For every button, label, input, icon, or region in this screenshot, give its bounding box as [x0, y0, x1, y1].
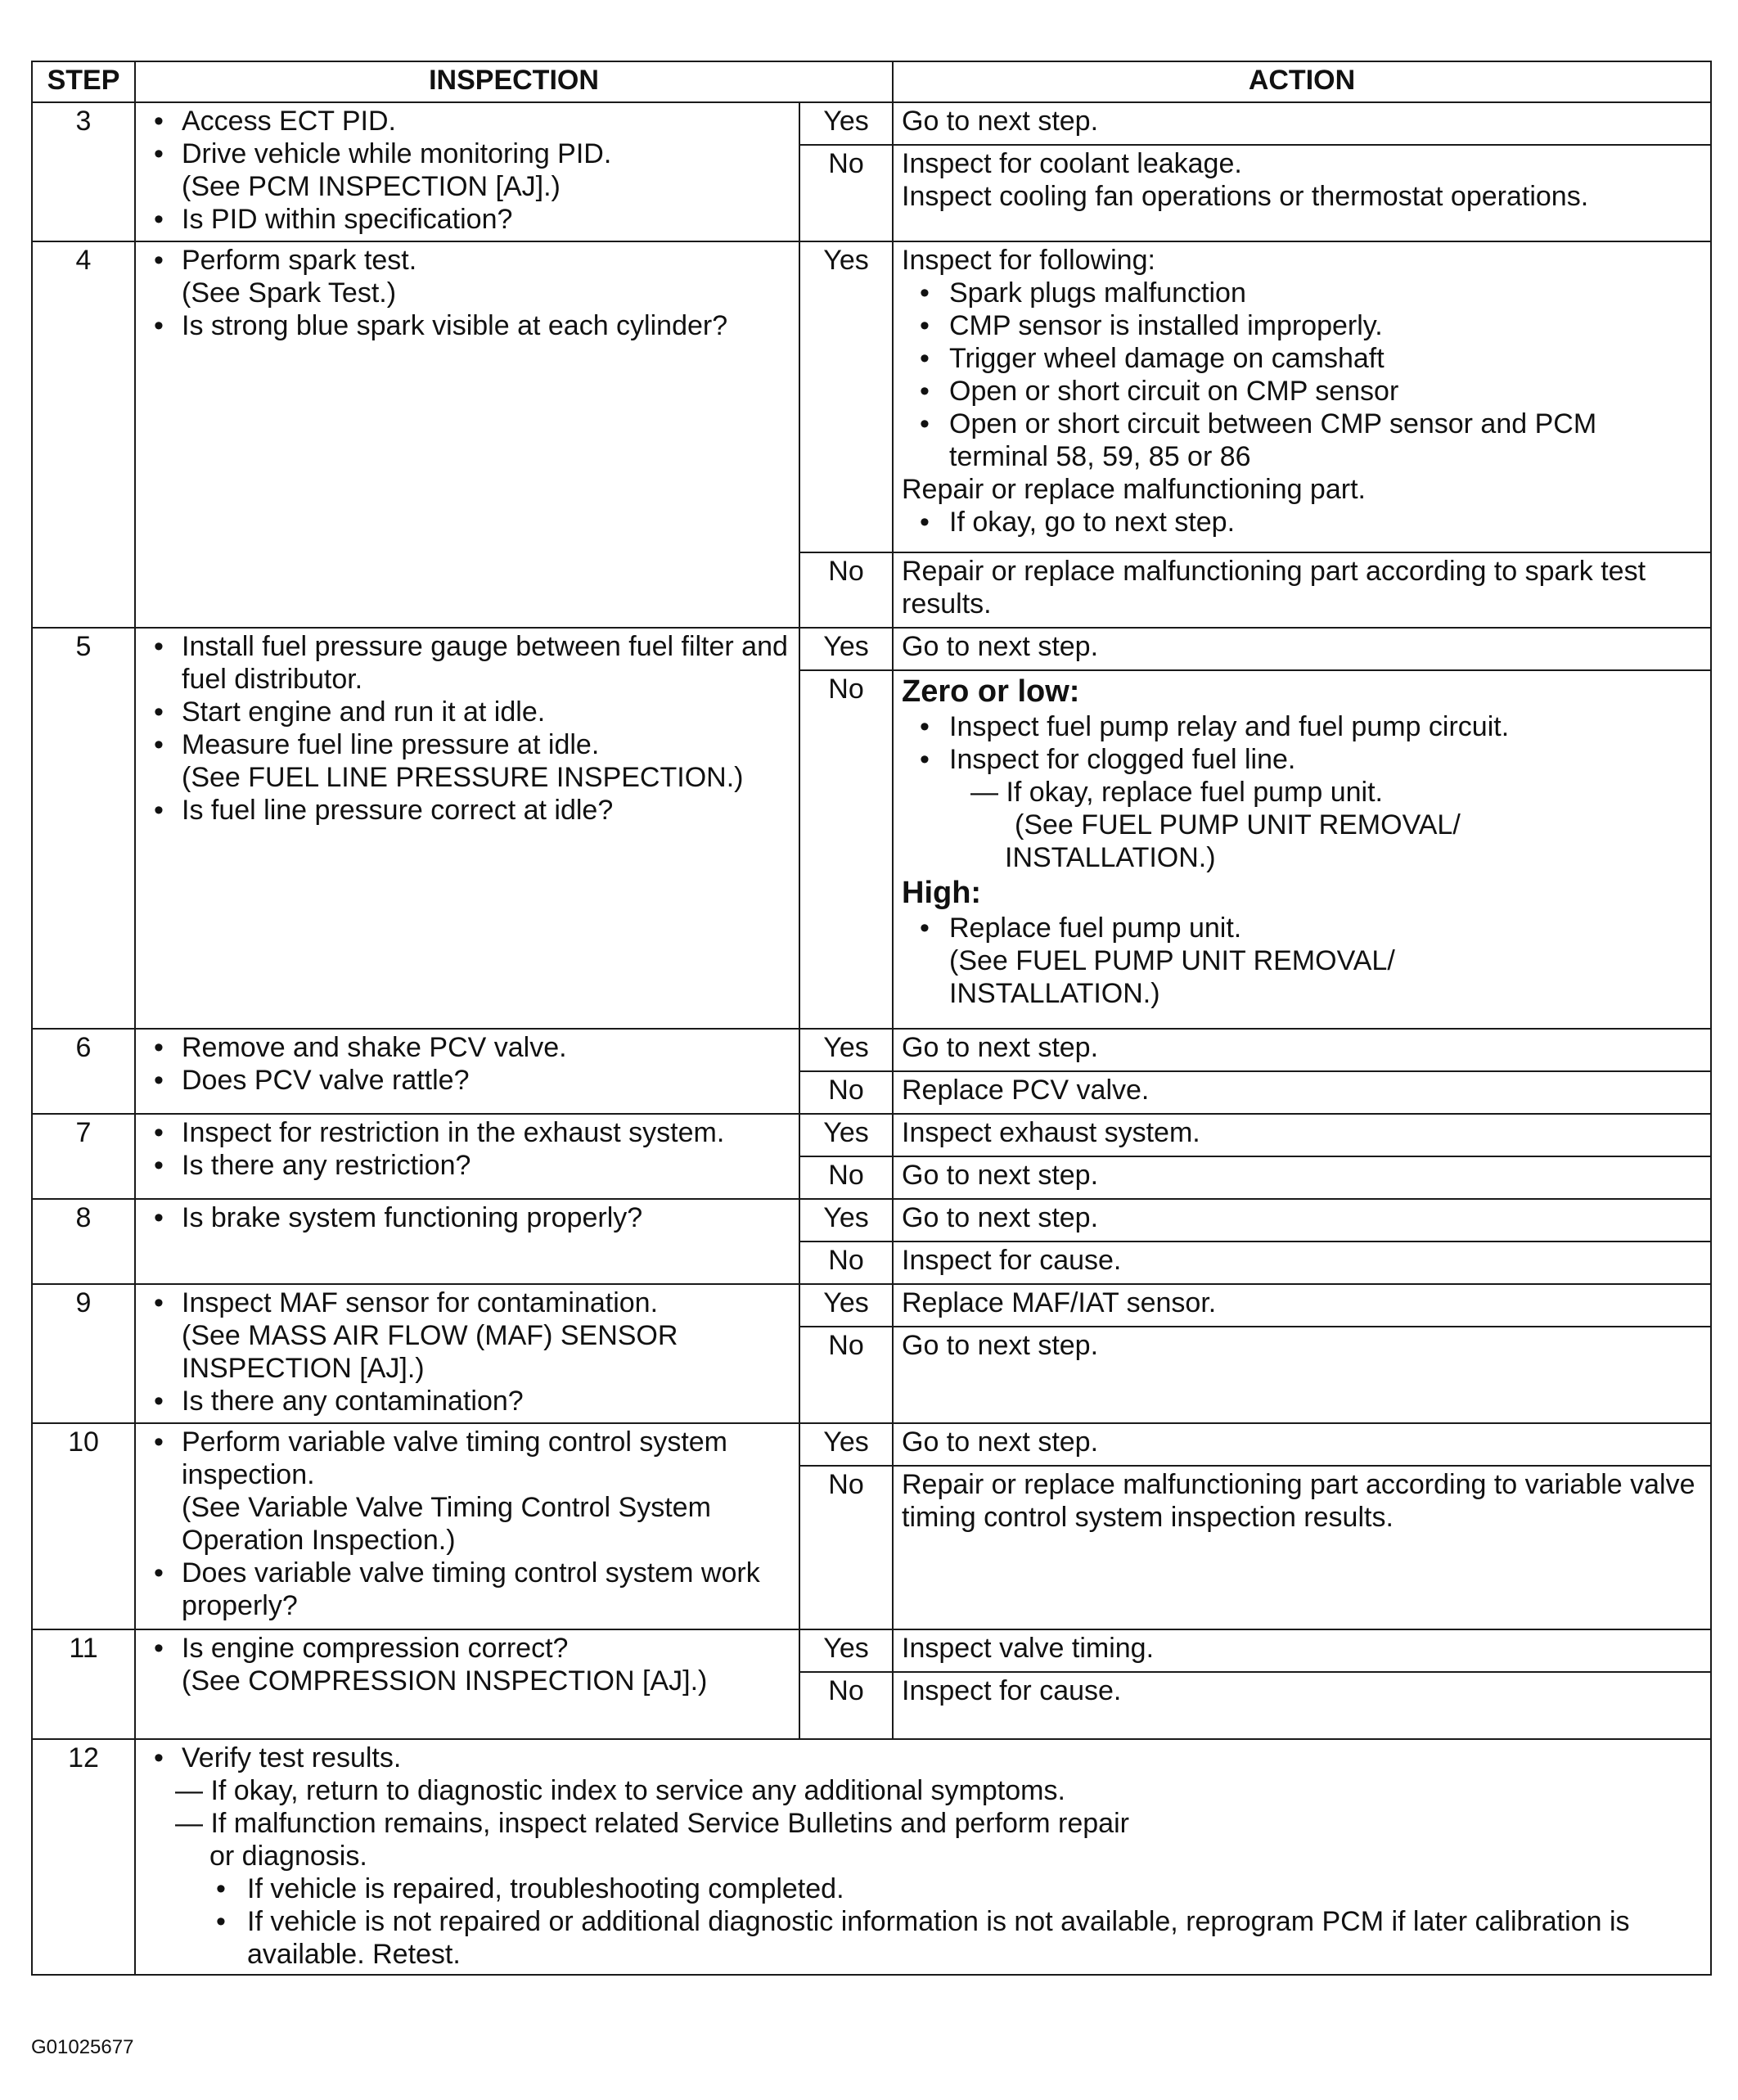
step-number: 11	[32, 1629, 135, 1739]
header-step: STEP	[32, 61, 135, 102]
inspection-item: • Access ECT PID.	[144, 105, 790, 137]
inspection-cell	[135, 1629, 799, 1739]
result-bullet: • If vehicle is repaired, troubleshooting completed.	[209, 1872, 1702, 1905]
action-line: Repair or replace malfunctioning part.	[902, 474, 1366, 505]
action-bullet: • Open or short circuit on CMP sensor	[910, 375, 1702, 408]
yes-action: Go to next step.	[893, 628, 1711, 670]
response-yes: Yes	[799, 1284, 893, 1327]
no-action: Repair or replace malfunctioning part according to spark test results.	[893, 552, 1711, 628]
inspection-item: • Is there any restriction?	[144, 1149, 790, 1182]
action-bullet: • Inspect fuel pump relay and fuel pump circuit.	[910, 710, 1702, 743]
no-action: Replace PCV valve.	[893, 1071, 1711, 1114]
yes-action	[893, 241, 1711, 552]
table-row	[32, 1629, 1711, 1672]
inspection-reference: (See PCM INSPECTION [AJ].)	[182, 171, 561, 202]
figure-id: G01025677	[31, 2036, 134, 2058]
inspection-cell	[135, 628, 799, 1029]
table-row	[32, 1284, 1711, 1327]
action-reference: INSTALLATION.)	[949, 978, 1160, 1009]
inspection-item	[144, 1287, 790, 1385]
inspection-item: • Verify test results.	[144, 1742, 1702, 1774]
response-no: No	[799, 1242, 893, 1284]
action-bullet: • Trigger wheel damage on camshaft	[910, 342, 1702, 375]
no-action	[893, 670, 1711, 1029]
no-action: Go to next step.	[893, 1327, 1711, 1423]
action-line: Inspect for coolant leakage.	[902, 148, 1242, 179]
inspection-cell	[135, 1284, 799, 1423]
inspection-reference: (See Spark Test.)	[182, 277, 397, 309]
response-yes: Yes	[799, 1029, 893, 1071]
condition-heading: Zero or low:	[902, 674, 1080, 709]
inspection-text: Drive vehicle while monitoring PID.	[182, 138, 612, 169]
inspection-item	[144, 137, 790, 203]
inspection-item: • Does variable valve timing control system work properly?	[144, 1557, 790, 1622]
action-bullet: • If okay, go to next step.	[910, 506, 1702, 539]
response-yes: Yes	[799, 628, 893, 670]
result-dash-continued: or diagnosis.	[209, 1841, 367, 1872]
response-no: No	[799, 670, 893, 1029]
no-action: Repair or replace malfunctioning part according to variable valve timing control system inspection results.	[893, 1466, 1711, 1629]
inspection-cell	[135, 1114, 799, 1199]
response-no: No	[799, 1071, 893, 1114]
response-no: No	[799, 1466, 893, 1629]
inspection-item: • Does PCV valve rattle?	[144, 1064, 790, 1097]
step-number: 4	[32, 241, 135, 628]
no-action: Inspect for cause.	[893, 1672, 1711, 1739]
response-yes: Yes	[799, 1629, 893, 1672]
response-no: No	[799, 1672, 893, 1739]
response-no: No	[799, 552, 893, 628]
response-yes: Yes	[799, 1114, 893, 1156]
result-bullet: • If vehicle is not repaired or additional diagnostic information is not available, reprogram PCM if later calibration is available. Retest.	[209, 1905, 1702, 1971]
no-action: Go to next step.	[893, 1156, 1711, 1199]
condition-heading: High:	[902, 876, 982, 910]
action-dash: — If okay, replace fuel pump unit.	[970, 777, 1383, 808]
header-row	[32, 61, 1711, 102]
action-reference: INSTALLATION.)	[1005, 842, 1216, 873]
inspection-text: Perform variable valve timing control system inspection.	[182, 1426, 728, 1490]
step-number: 3	[32, 102, 135, 241]
no-action	[893, 145, 1711, 241]
inspection-cell	[135, 1423, 799, 1629]
inspection-item: • Install fuel pressure gauge between fuel filter and fuel distributor.	[144, 630, 790, 696]
table-row	[32, 241, 1711, 552]
inspection-item: • Inspect for restriction in the exhaust system.	[144, 1116, 790, 1149]
result-dash: — If okay, return to diagnostic index to service any additional symptoms.	[175, 1775, 1065, 1806]
response-no: No	[799, 145, 893, 241]
inspection-item	[144, 1426, 790, 1557]
action-line: Inspect for following:	[902, 245, 1155, 276]
inspection-item: • Is strong blue spark visible at each cylinder?	[144, 309, 790, 342]
table-row	[32, 102, 1711, 145]
yes-action: Inspect exhaust system.	[893, 1114, 1711, 1156]
inspection-text: Measure fuel line pressure at idle.	[182, 729, 600, 760]
inspection-item: • Remove and shake PCV valve.	[144, 1031, 790, 1064]
step-number: 9	[32, 1284, 135, 1423]
table-row	[32, 1114, 1711, 1156]
response-no: No	[799, 1156, 893, 1199]
action-text: Inspect for clogged fuel line.	[949, 744, 1296, 775]
yes-action: Replace MAF/IAT sensor.	[893, 1284, 1711, 1327]
inspection-item: • Is there any contamination?	[144, 1385, 790, 1417]
inspection-cell	[135, 241, 799, 628]
response-yes: Yes	[799, 1199, 893, 1242]
response-yes: Yes	[799, 102, 893, 145]
action-bullet: • Open or short circuit between CMP sensor and PCM terminal 58, 59, 85 or 86	[910, 408, 1702, 473]
table-row	[32, 628, 1711, 670]
step-number: 8	[32, 1199, 135, 1284]
yes-action: Go to next step.	[893, 1423, 1711, 1466]
response-yes: Yes	[799, 241, 893, 552]
inspection-cell	[135, 1029, 799, 1114]
inspection-reference: (See FUEL LINE PRESSURE INSPECTION.)	[182, 762, 744, 793]
step-number: 6	[32, 1029, 135, 1114]
diagnostic-table	[31, 61, 1712, 1976]
step-number: 10	[32, 1423, 135, 1629]
table-row	[32, 1029, 1711, 1071]
action-bullet	[910, 743, 1702, 874]
header-action: ACTION	[893, 61, 1711, 102]
step-number: 7	[32, 1114, 135, 1199]
inspection-reference: (See Variable Valve Timing Control System Operation Inspection.)	[182, 1492, 711, 1556]
yes-action: Go to next step.	[893, 1029, 1711, 1071]
action-reference: (See FUEL PUMP UNIT REMOVAL/	[1015, 809, 1461, 840]
response-yes: Yes	[799, 1423, 893, 1466]
inspection-text: Is engine compression correct?	[182, 1633, 569, 1664]
table-row	[32, 1199, 1711, 1242]
response-no: No	[799, 1327, 893, 1423]
action-line: Inspect cooling fan operations or thermostat operations.	[902, 181, 1589, 212]
action-bullet: • CMP sensor is installed improperly.	[910, 309, 1702, 342]
inspection-item	[144, 728, 790, 794]
inspection-reference: (See COMPRESSION INSPECTION [AJ].)	[182, 1665, 708, 1697]
yes-action: Inspect valve timing.	[893, 1629, 1711, 1672]
result-dash: — If malfunction remains, inspect related Service Bulletins and perform repair	[175, 1808, 1129, 1839]
action-text: Replace fuel pump unit.	[949, 913, 1242, 944]
yes-action: Go to next step.	[893, 1199, 1711, 1242]
inspection-item: • Is brake system functioning properly?	[144, 1201, 790, 1234]
inspection-item: • Start engine and run it at idle.	[144, 696, 790, 728]
inspection-cell	[135, 1199, 799, 1284]
inspection-text: Perform spark test.	[182, 245, 417, 276]
action-bullet	[910, 912, 1702, 1010]
inspection-item: • Is fuel line pressure correct at idle?	[144, 794, 790, 827]
header-inspection: INSPECTION	[135, 61, 893, 102]
step-number: 12	[32, 1739, 135, 1975]
action-reference: (See FUEL PUMP UNIT REMOVAL/	[949, 945, 1395, 976]
inspection-cell	[135, 102, 799, 241]
inspection-item	[144, 1632, 790, 1697]
yes-action: Go to next step.	[893, 102, 1711, 145]
inspection-text: Inspect MAF sensor for contamination.	[182, 1287, 659, 1318]
inspection-item: • Is PID within specification?	[144, 203, 790, 236]
inspection-item	[144, 244, 790, 309]
table-row	[32, 1423, 1711, 1466]
table-row	[32, 1739, 1711, 1975]
inspection-reference: (See MASS AIR FLOW (MAF) SENSOR INSPECTION [AJ].)	[182, 1320, 678, 1384]
final-step-cell	[135, 1739, 1711, 1975]
action-bullet: • Spark plugs malfunction	[910, 277, 1702, 309]
no-action: Inspect for cause.	[893, 1242, 1711, 1284]
step-number: 5	[32, 628, 135, 1029]
